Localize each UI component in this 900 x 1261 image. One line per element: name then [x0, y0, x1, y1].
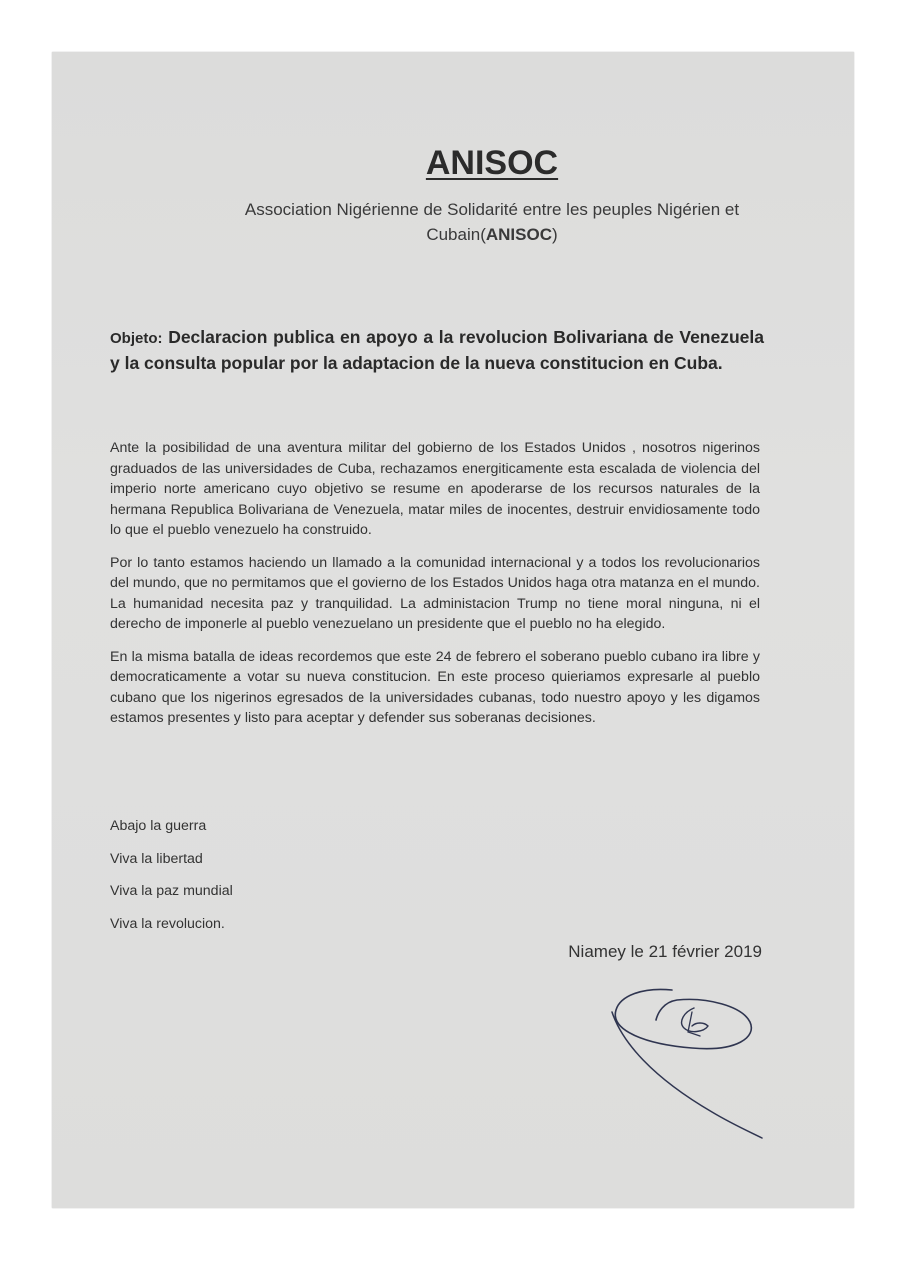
paragraph-3: En la misma batalla de ideas recordemos que este 24 de febrero el soberano pueblo cubano ira libre y democraticamente a votar su nueva constitucion. En este proceso quieriamos expresarle al pueblo cubano que los nigerinos egresados de la universidades cubanas, todo nuestro apoyo y les digamos estamos presentes y listo para aceptar y defender sus soberanas decisiones. — [110, 648, 760, 726]
letter-body — [110, 438, 760, 741]
document-page — [52, 52, 854, 1208]
slogan-line: Viva la libertad — [110, 850, 203, 867]
paragraph-1: Ante la posibilidad de una aventura militar del gobierno de los Estados Unidos , nosotros nigerinos graduados de las universidades de Cuba, rechazamos energiticamente esta escalada de violencia del imperio norte americano cuyo objetivo se resume en apoderarse de los recursos naturales de la hermana Republica Bolivariana de Venezuela, matar miles de inocentes, destruir envidiosamente todo lo que el pueblo venezuelo ha construido. — [110, 440, 760, 538]
slogan-line: Viva la paz mundial — [110, 883, 233, 899]
subtitle-line-1: Association Nigérienne de Solidarité entre les peuples Nigérien et — [244, 200, 740, 219]
org-subtitle — [172, 197, 812, 247]
paragraph-2: Por lo tanto estamos haciendo un llamado a la comunidad internacional y a todos los revolucionarios del mundo, que no permitamos que el govierno de los Estados Unidos haga otra matanza en el mundo. La humanidad necesita paz y tranquilidad. La administacion Trump no tiene moral ninguna, ni el derecho de imponerle al pueblo venezuelano un presidente que el pueblo no ha elegido. — [110, 554, 760, 632]
subtitle-acronym: ANISOC — [485, 225, 552, 244]
subject-line — [110, 325, 764, 376]
subject-label: Objeto: — [110, 330, 163, 347]
subtitle-suffix: ) — [552, 225, 558, 244]
org-title: ANISOC — [425, 144, 559, 182]
handwritten-signature — [592, 982, 772, 1142]
slogan-line: Abajo la guerra — [110, 818, 207, 834]
subtitle-line-2 — [172, 222, 812, 247]
place-date: Niamey le 21 février 2019 — [568, 942, 762, 961]
closing-slogans — [110, 816, 233, 946]
slogan-line: Viva la revolucion. — [110, 915, 225, 932]
subtitle-prefix: Cubain( — [426, 225, 486, 244]
subject-text: Declaracion publica en apoyo a la revolucion Bolivariana de Venezuela y la consulta popular por la adaptacion de la nueva constitucion en Cuba. — [110, 327, 764, 373]
